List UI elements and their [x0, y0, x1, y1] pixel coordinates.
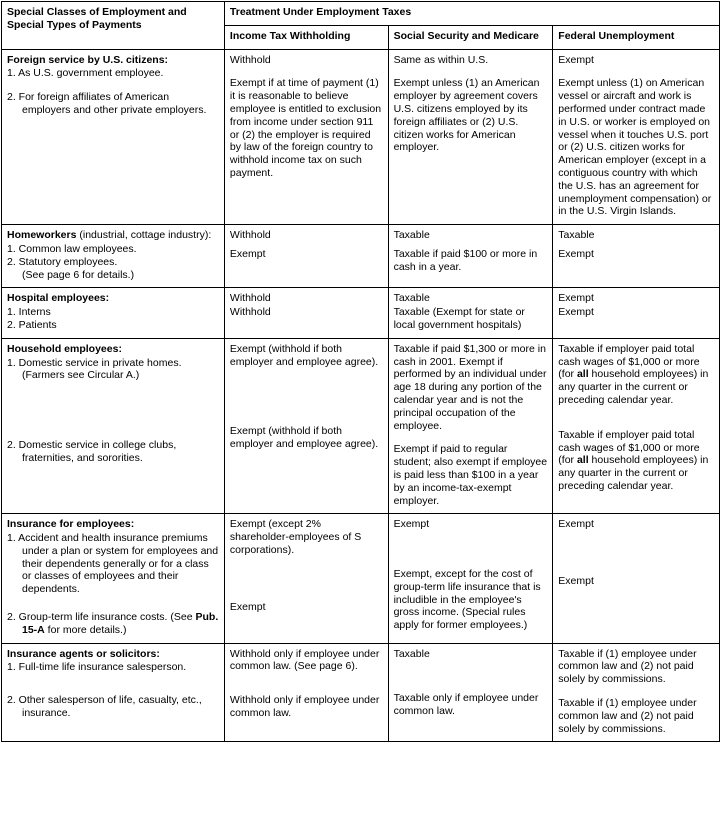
cell-text: Taxable [558, 229, 595, 242]
cell-text: Taxable if paid $1,300 or more in cash in 2001. Exempt if performed by an individual under age 18 during any portion of the calendar year and is not the principal occupation of the employee. [393, 342, 547, 432]
category-title: Insurance for employees: [7, 518, 135, 531]
cell-income-tax [224, 225, 388, 288]
cell-text: Taxable if employer paid total cash wages of $1,000 or more (for all household employees) in any quarter in the current or preceding calendar year. [558, 428, 709, 492]
cell-text: Taxable [393, 229, 430, 242]
list-item: 2. Other salesperson of life, casualty, etc., insurance. [7, 694, 202, 720]
cell-income-tax [224, 338, 388, 514]
cell-text: Exempt unless (1) on American vessel or aircraft and work is performed under contract made in U.S. or worker is employed on vessel when it touches U.S. port or (2) U.S. citizen works for American employer (except in a contiguous country with which the U.S. has an agreement for unemployment compensation) or in the U.S. Virgin Islands. [558, 77, 712, 218]
table-row [2, 288, 720, 338]
cell-income-tax [224, 49, 388, 225]
cell-social-security [388, 643, 553, 742]
list-item-note: (See page 6 for details.) [22, 268, 135, 281]
category-title: Household employees: [7, 342, 122, 355]
cell-text: Taxable [393, 647, 430, 660]
header-social-security-medicare: Social Security and Medicare [388, 25, 553, 49]
cell-text: Withhold [229, 306, 271, 319]
list-item: 2. Statutory employees. [7, 255, 118, 268]
table-row [2, 49, 720, 225]
cell-text: Exempt (except 2% shareholder-employees of S corporations). [229, 518, 362, 556]
list-item: 2. Patients [7, 318, 57, 331]
list-item: 2. Group-term life insurance costs. (See Pub. 15-A for more details.) [7, 611, 219, 636]
cell-text: Exempt [558, 518, 594, 531]
table-row [2, 643, 720, 742]
header-income-tax-withholding: Income Tax Withholding [224, 25, 388, 49]
row-category-household-employees [2, 338, 225, 514]
cell-text: Exempt if paid to regular student; also exempt if employee is paid less than $100 in a year by an income-tax-exempt employer. [393, 443, 548, 507]
cell-social-security [388, 225, 553, 288]
cell-text: Exempt [558, 292, 594, 305]
header-federal-unemployment: Federal Unemployment [553, 25, 720, 49]
cell-text: Exempt [229, 247, 266, 260]
list-item: 2. Domestic service in college clubs, fraternities, and sororities. [7, 439, 177, 464]
row-category-homeworkers [2, 225, 225, 288]
cell-futa [553, 49, 720, 225]
cell-futa [553, 288, 720, 338]
category-title: Foreign service by U.S. citizens: [7, 53, 169, 66]
cell-text: Taxable if (1) employee under common law and (2) not paid solely by commissions. [558, 647, 697, 686]
row-category-insurance-agents [2, 643, 225, 742]
cell-income-tax [224, 288, 388, 338]
cell-social-security [388, 49, 553, 225]
cell-text: Taxable if employer paid total cash wages of $1,000 or more (for all household employees) in any quarter in the current or preceding calendar year. [558, 342, 709, 406]
cell-text: Exempt [229, 600, 266, 613]
table-row [2, 514, 720, 643]
cell-text: Exempt if at time of payment (1) it is reasonable to believe employee is entitled to exclusion from income under section 911 or (2) the employer is required by law of the foreign country to withhold income tax on such payment. [229, 77, 382, 179]
cell-text: Exempt [558, 53, 594, 66]
cell-text: Exempt [558, 306, 594, 319]
cell-text: Withhold only if employee under common law. [229, 694, 380, 720]
header-treatment: Treatment Under Employment Taxes [224, 2, 719, 26]
table-header-row-1 [2, 2, 720, 26]
cell-text: Withhold [229, 53, 271, 66]
category-title: Hospital employees: [7, 292, 110, 305]
cell-text: Withhold [229, 229, 271, 242]
table-row [2, 225, 720, 288]
list-item: 1. Interns [7, 306, 51, 319]
header-special-classes: Special Classes of Employment and Special Types of Payments [2, 2, 225, 50]
cell-text: Taxable [393, 292, 430, 305]
cell-text: Taxable (Exempt for state or local government hospitals) [393, 306, 525, 331]
list-item: 1. Accident and health insurance premiums under a plan or system for employees and their dependents generally or for a class or classes of employees and their dependents. [7, 532, 219, 596]
cell-social-security [388, 338, 553, 514]
cell-futa [553, 514, 720, 643]
list-item: 1. Domestic service in private homes. [7, 356, 182, 369]
cell-income-tax [224, 643, 388, 742]
cell-text: Same as within U.S. [393, 53, 489, 66]
category-title: Insurance agents or solicitors: [7, 647, 160, 660]
list-item: 2. For foreign affiliates of American employers and other private employers. [7, 91, 207, 116]
cell-text: Taxable only if employee under common law. [393, 692, 539, 718]
list-item: 1. As U.S. government employee. [7, 67, 164, 80]
cell-text: Exempt, except for the cost of group-term life insurance that is includible in the employee's gross income. (Special rules apply for former employees.) [393, 568, 541, 632]
cell-text: Exempt unless (1) an American employer by agreement covers U.S. citizens employed by its foreign affiliates or (2) U.S. citizen works for American employer. [393, 77, 540, 154]
category-title: Homeworkers (industrial, cottage industry): [7, 229, 212, 242]
row-category-hospital-employees [2, 288, 225, 338]
row-category-foreign-service [2, 49, 225, 225]
list-item-note: (Farmers see Circular A.) [22, 369, 140, 382]
cell-text: Taxable if (1) employee under common law and (2) not paid solely by commissions. [558, 697, 697, 735]
cell-futa [553, 643, 720, 742]
list-item: 1. Full-time life insurance salesperson. [7, 661, 187, 674]
cell-social-security [388, 514, 553, 643]
row-category-insurance-for-employees [2, 514, 225, 643]
cell-futa [553, 338, 720, 514]
cell-text: Withhold [229, 292, 271, 305]
cell-text: Exempt [558, 247, 594, 260]
cell-text: Exempt [393, 518, 430, 531]
cell-text: Taxable if paid $100 or more in cash in a year. [393, 247, 538, 273]
cell-text: Exempt (withhold if both employer and employee agree). [229, 342, 379, 368]
cell-social-security [388, 288, 553, 338]
employment-tax-table [1, 1, 720, 742]
cell-text: Exempt (withhold if both employer and employee agree). [229, 425, 379, 451]
cell-futa [553, 225, 720, 288]
list-item: 1. Common law employees. [7, 242, 137, 255]
cell-text: Withhold only if employee under common law. (See page 6). [229, 647, 380, 673]
cell-text: Exempt [558, 575, 594, 588]
cell-income-tax [224, 514, 388, 643]
table-row [2, 338, 720, 514]
